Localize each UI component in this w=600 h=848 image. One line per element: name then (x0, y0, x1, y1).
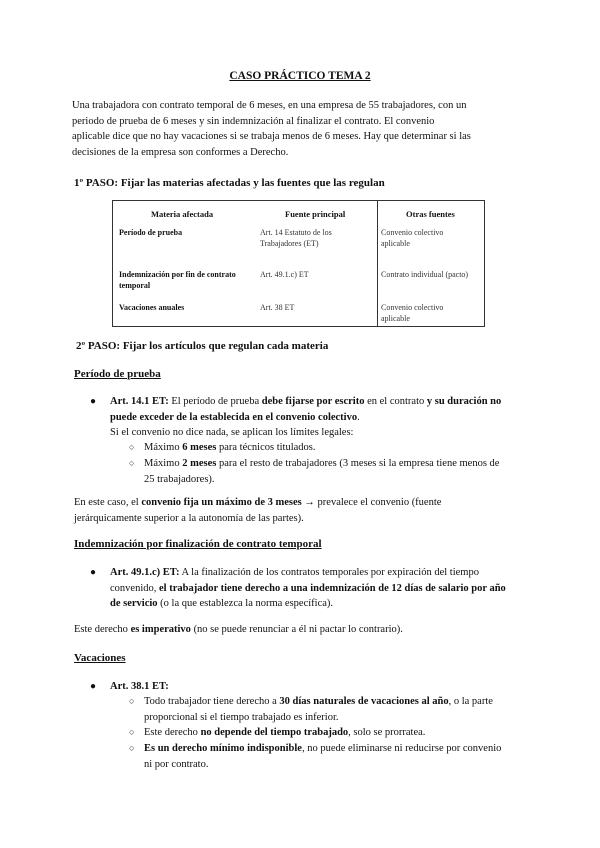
vacaciones-item (144, 741, 534, 772)
vacaciones-item (144, 694, 534, 725)
section-heading-vacaciones: Vacaciones (74, 652, 126, 664)
table-cell-line: Convenio colectivo (381, 228, 444, 237)
table-cell-otras (381, 227, 443, 249)
table-divider (377, 201, 378, 326)
table-cell-line: aplicable (381, 239, 410, 248)
bullet-icon: ● (90, 567, 97, 578)
table-header-materia: Materia afectada (151, 209, 214, 219)
vacaciones-art (110, 679, 169, 695)
page-title: CASO PRÁCTICO TEMA 2 (229, 70, 371, 82)
text-run: jerárquicamente superior a la autonomía de las partes). (74, 512, 304, 524)
table-cell-otras (381, 302, 443, 324)
indemnizacion-art-paragraph (110, 565, 534, 612)
step2-heading: 2º PASO: Fijar los artículos que regulan cada materia (76, 340, 329, 352)
vacaciones-item (144, 725, 425, 741)
bullet-icon: ● (90, 681, 97, 692)
text-run-bold: de servicio (110, 598, 158, 609)
table-cell-line: Convenio colectivo (381, 303, 444, 312)
prueba-art-paragraph (110, 394, 534, 425)
text-run: en el contrato (364, 396, 427, 407)
text-run: ni por contrato. (144, 758, 209, 770)
prueba-limit-item (144, 440, 315, 456)
text-run-bold: convenio fija un máximo de 3 meses (141, 497, 302, 508)
text-run: para el resto de trabajadores (3 meses si la empresa tiene menos de (216, 458, 500, 469)
table-header-otras: Otras fuentes (406, 209, 455, 219)
text-run: Este derecho (144, 727, 201, 738)
text-run: , solo se prorratea. (348, 727, 426, 738)
text-run-bold: el trabajador tiene derecho a una indemnización de 12 días de salario por año (159, 582, 506, 594)
section-heading-indemnizacion: Indemnización por finalización de contrato temporal (74, 538, 322, 550)
text-run-bold: y su duración no (426, 396, 502, 407)
intro-paragraph (72, 98, 532, 160)
text-run: Este derecho (74, 624, 131, 635)
sub-bullet-icon: ○ (129, 743, 135, 753)
text-run: 25 trabajadores). (144, 473, 215, 485)
text-run: para técnicos titulados. (216, 442, 316, 453)
table-cell-otras: Contrato individual (pacto) (381, 270, 469, 279)
sources-table (112, 200, 485, 327)
text-run: , o la parte (448, 696, 493, 707)
text-run: . (357, 411, 360, 423)
article-ref: Art. 14.1 ET: (110, 396, 169, 407)
text-run: A la finalización de los contratos temporales por expiración del tiempo (179, 567, 479, 578)
text-run-bold: Es un derecho mínimo indisponible (144, 743, 302, 754)
text-run: En este caso, el (74, 497, 142, 508)
step1-heading: 1º PASO: Fijar las materias afectadas y las fuentes que las regulan (74, 177, 385, 189)
table-cell-materia (119, 269, 236, 291)
article-ref: Art. 38.1 ET: (110, 681, 169, 692)
text-run-bold: 6 meses (182, 442, 217, 453)
table-cell-fuente (260, 227, 332, 249)
table-header-fuente: Fuente principal (285, 209, 346, 219)
text-run: Todo trabajador tiene derecho a (144, 696, 280, 707)
table-cell-line: Indemnización por fin de contrato (119, 270, 236, 279)
text-run: proporcional si el tiempo trabajado es inferior. (144, 711, 339, 723)
table-cell-line: aplicable (381, 314, 410, 323)
table-cell-line: Art. 14 Estatuto de los (260, 228, 332, 237)
table-cell-fuente: Art. 49.1.c) ET (260, 270, 309, 279)
indemnizacion-conclusion (74, 622, 403, 638)
text-run: convenido, (110, 582, 159, 594)
prueba-limits-intro: Si el convenio no dice nada, se aplican los límites legales: (110, 427, 354, 438)
section-heading-prueba: Período de prueba (74, 368, 161, 380)
text-run: El período de prueba (168, 396, 262, 407)
intro-line: Una trabajadora con contrato temporal de 6 meses, en una empresa de 55 trabajadores, con un (72, 100, 467, 111)
sub-bullet-icon: ○ (129, 727, 135, 737)
text-run-bold: 30 días naturales de vacaciones al año (279, 696, 449, 707)
table-cell-line: temporal (119, 281, 151, 290)
table-cell-materia: Período de prueba (119, 228, 183, 237)
text-run-bold: no depende del tiempo trabajado (200, 727, 349, 738)
text-run: (o la que establezca la norma específica). (157, 598, 334, 609)
text-run: Máximo (144, 458, 183, 469)
table-cell-fuente: Art. 38 ET (260, 303, 295, 312)
prueba-conclusion (74, 495, 534, 526)
intro-line: aplicable dice que no hay vacaciones si se trabaja menos de 6 meses. Hay que determinar si las (72, 131, 471, 142)
sub-bullet-icon: ○ (129, 696, 135, 706)
sub-bullet-icon: ○ (129, 442, 135, 452)
intro-line: decisiones de la empresa son conformes a Derecho. (72, 146, 289, 158)
table-cell-line: Trabajadores (ET) (260, 239, 319, 248)
prueba-limit-item (144, 456, 534, 487)
text-run-bold: 2 meses (182, 458, 217, 469)
text-run-bold: debe fijarse por escrito (261, 396, 365, 407)
text-run: Máximo (144, 442, 183, 453)
sub-bullet-icon: ○ (129, 458, 135, 468)
article-ref: Art. 49.1.c) ET: (110, 567, 180, 578)
text-run: , no puede eliminarse ni reducirse por convenio (301, 743, 502, 754)
bullet-icon: ● (90, 396, 97, 407)
text-run-bold: es imperativo (130, 624, 191, 635)
table-cell-materia: Vacaciones anuales (119, 303, 185, 312)
text-run-bold: puede exceder de la establecida en el convenio colectivo (110, 411, 358, 423)
text-run: (no se puede renunciar a él ni pactar lo contrario). (190, 624, 403, 635)
intro-line: periodo de prueba de 6 meses y sin indemnización al finalizar el contrato. El convenio (72, 115, 435, 127)
text-run: → prevalece el convenio (fuente (301, 497, 442, 508)
